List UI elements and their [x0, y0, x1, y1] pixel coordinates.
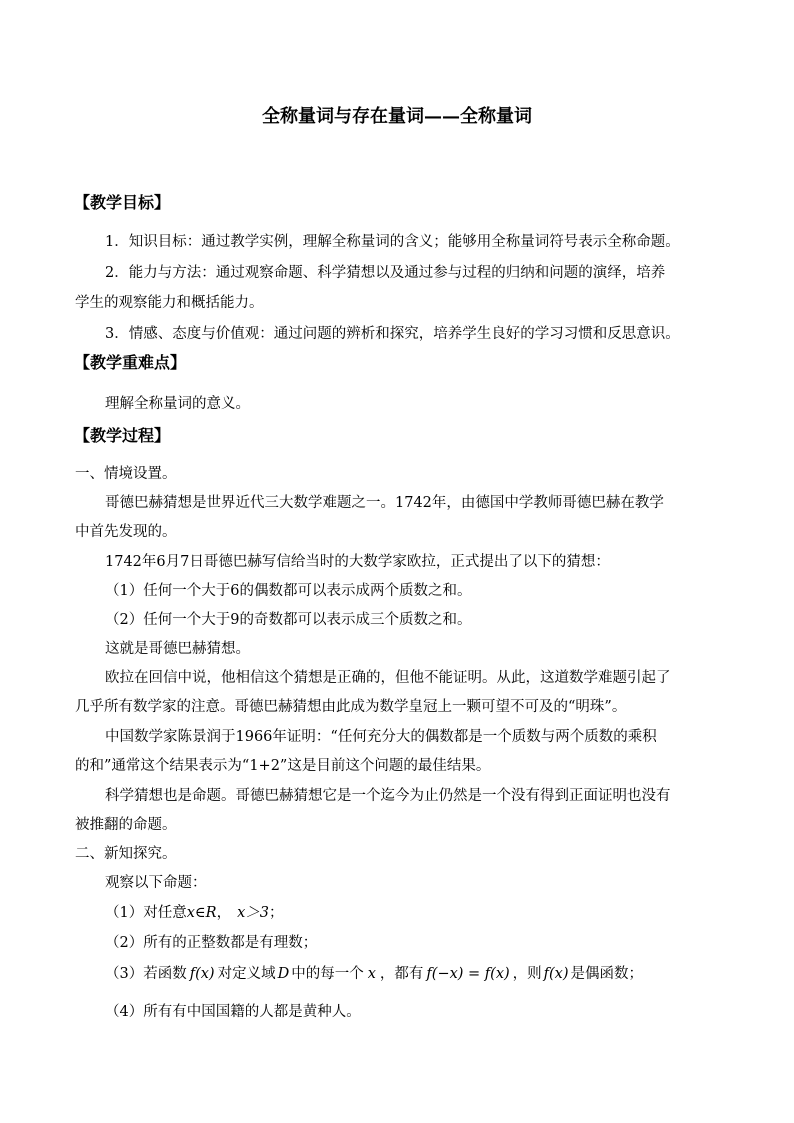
proposition-1-set-membership: x∈R: [186, 905, 217, 921]
proposition-3-part-e: ，则: [512, 966, 542, 982]
key-points-text: 理解全称量词的意义。: [105, 396, 250, 412]
conjecture-2: （2）任何一个大于9的奇数都可以表示成三个质数之和。: [105, 612, 472, 628]
observe-text: 观察以下命题：: [105, 875, 207, 891]
objective-item-1: 1．知识目标：通过教学实例，理解全称量词的含义；能够用全称量词符号表示全称命题。: [105, 234, 680, 250]
proposition-3: [105, 964, 643, 984]
proposition-3-part-g: 是偶函数；: [570, 966, 644, 982]
proposition-1-prefix: （1）对任意: [105, 905, 187, 921]
paragraph-4-line-1: 欧拉在回信中说，他相信这个猜想是正确的，但他不能证明。从此，这道数学难题引起了: [105, 670, 671, 686]
objective-item-2-cont: 学生的观察能力和概括能力。: [75, 295, 264, 311]
key-points-heading: 【教学重难点】: [74, 353, 187, 372]
proposition-3-variable: x: [367, 966, 376, 982]
proposition-3-part-c: 中的每一个: [291, 966, 364, 982]
paragraph-1-line-1: 哥德巴赫猜想是世界近代三大数学难题之一。1742年，由德国中学教师哥德巴赫在教学: [105, 495, 664, 511]
paragraph-6-line-1: 科学猜想也是命题。哥德巴赫猜想它是一个迄今为止仍然是一个没有得到正面证明也没有: [105, 788, 671, 804]
objective-item-3: 3．情感、态度与价值观：通过问题的辨析和探究，培养学生良好的学习习惯和反思意识。: [105, 326, 680, 342]
part1-title: 一、情境设置。: [75, 466, 177, 482]
proposition-4: （4）所有有中国国籍的人都是黄种人。: [105, 1004, 361, 1020]
proposition-1-inequality: x＞3: [237, 905, 269, 921]
paragraph-2: 1742年6月7日哥德巴赫写信给当时的大数学家欧拉，正式提出了以下的猜想：: [105, 554, 610, 570]
proposition-3-part-b: 对定义域: [217, 966, 276, 982]
process-heading: 【教学过程】: [74, 426, 171, 445]
proposition-3-part-a: （3）若函数: [105, 966, 187, 982]
conjecture-1: （1）任何一个大于6的偶数都可以表示成两个质数之和。: [105, 583, 472, 599]
proposition-3-function-2: f(x): [543, 966, 569, 982]
objective-item-2: 2．能力与方法：通过观察命题、科学猜想以及通过参与过程的归纳和问题的演绎，培养: [105, 265, 666, 281]
paragraph-5-line-2: 的和”通常这个结果表示为“1+2”这是目前这个问题的最佳结果。: [75, 758, 491, 774]
proposition-1: [105, 903, 283, 923]
proposition-3-function: f(x): [189, 966, 215, 982]
proposition-1-end: ；: [268, 905, 284, 921]
paragraph-1-line-2: 中首先发现的。: [75, 524, 177, 540]
proposition-3-domain: D: [277, 966, 290, 982]
paragraph-5-line-1: 中国数学家陈景润于1966年证明：“任何充分大的偶数都是一个质数与两个质数的乘积: [105, 729, 657, 745]
paragraph-3: 这就是哥德巴赫猜想。: [105, 641, 250, 657]
proposition-2: （2）所有的正整数都是有理数；: [105, 935, 318, 951]
part2-title: 二、新知探究。: [75, 846, 177, 862]
objectives-heading: 【教学目标】: [74, 193, 171, 212]
proposition-1-separator: ，: [216, 905, 232, 921]
paragraph-6-line-2: 被推翻的命题。: [75, 817, 177, 833]
proposition-3-equation: f(−x) = f(x): [426, 966, 510, 982]
document-title: 全称量词与存在量词——全称量词: [262, 106, 532, 127]
paragraph-4-line-2: 几乎所有数学家的注意。哥德巴赫猜想由此成为数学皇冠上一颗可望不可及的“明珠”。: [75, 699, 627, 715]
proposition-3-part-d: ，都有: [379, 966, 424, 982]
